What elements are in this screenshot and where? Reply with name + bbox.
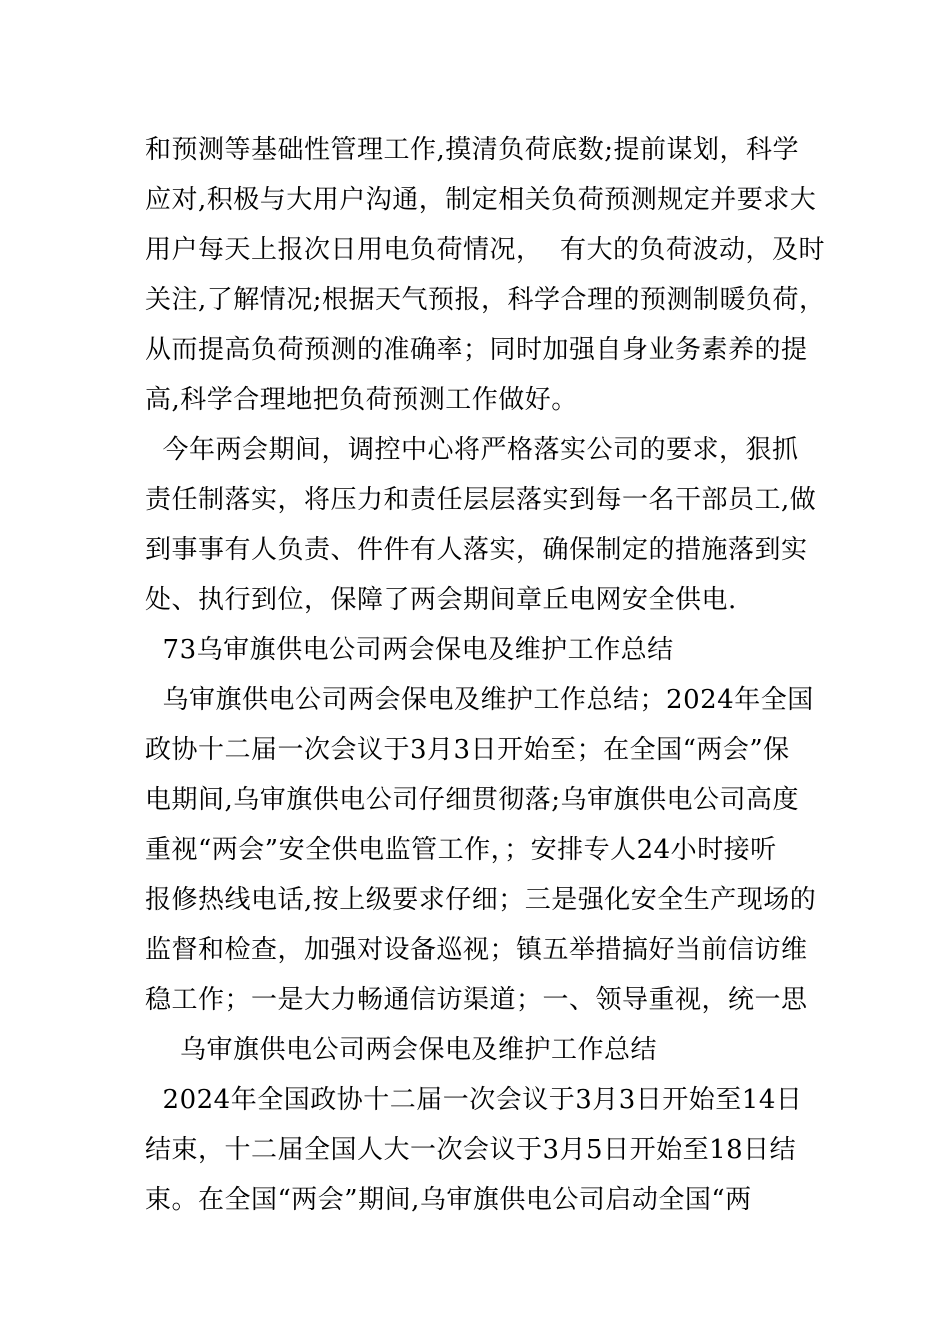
section-title: 73乌审旗供电公司两会保电及维护工作总结 — [145, 635, 674, 665]
text-line: 监督和检查，加强对设备巡视；镇五举措搞好当前信访维 — [145, 935, 808, 965]
text-line: 乌审旗供电公司两会保电及维护工作总结；2024年全国 — [145, 685, 814, 715]
text-line: 今年两会期间，调控中心将严格落实公司的要求，狠抓 — [145, 435, 799, 465]
text-line: 重视“两会”安全供电监管工作，；安排专人24小时接听 — [145, 835, 777, 865]
text-line: 政协十二届一次会议于3月3日开始至；在全国“两会”保 — [145, 735, 790, 765]
text-line: 稳工作；一是大力畅通信访渠道；一、领导重视，统一思 — [145, 985, 808, 1015]
text-line: 2024年全国政协十二届一次会议于3月3日开始至14日 — [145, 1085, 803, 1115]
text-line: 电期间,乌审旗供电公司仔细贯彻落;乌审旗供电公司高度 — [145, 785, 800, 815]
text-line: 束。在全国“两会”期间,乌审旗供电公司启动全国“两 — [145, 1185, 752, 1215]
text-line: 到事事有人负责、件件有人落实，确保制定的措施落到实 — [145, 535, 808, 565]
text-line: 报修热线电话,按上级要求仔细；三是强化安全生产现场的 — [145, 885, 817, 915]
text-line: 和预测等基础性管理工作,摸清负荷底数;提前谋划，科学 — [145, 135, 800, 165]
text-line: 结束，十二届全国人大一次会议于3月5日开始至18日结 — [145, 1135, 797, 1165]
text-line: 从而提高负荷预测的准确率；同时加强自身业务素养的提 — [145, 335, 808, 365]
text-line: 应对,积极与大用户沟通，制定相关负荷预测规定并要求大 — [145, 185, 817, 215]
text-line: 关注,了解情况;根据天气预报，科学合理的预测制暖负荷， — [145, 285, 826, 315]
text-line: 高,科学合理地把负荷预测工作做好。 — [145, 385, 578, 415]
text-line: 责任制落实，将压力和责任层层落实到每一名干部员工,做 — [145, 485, 817, 515]
article-heading: 乌审旗供电公司两会保电及维护工作总结 — [145, 1035, 658, 1065]
text-line: 处、执行到位，保障了两会期间章丘电网安全供电. — [145, 585, 737, 615]
text-line: 用户每天上报次日用电负荷情况， 有大的负荷波动，及时 — [145, 235, 826, 265]
